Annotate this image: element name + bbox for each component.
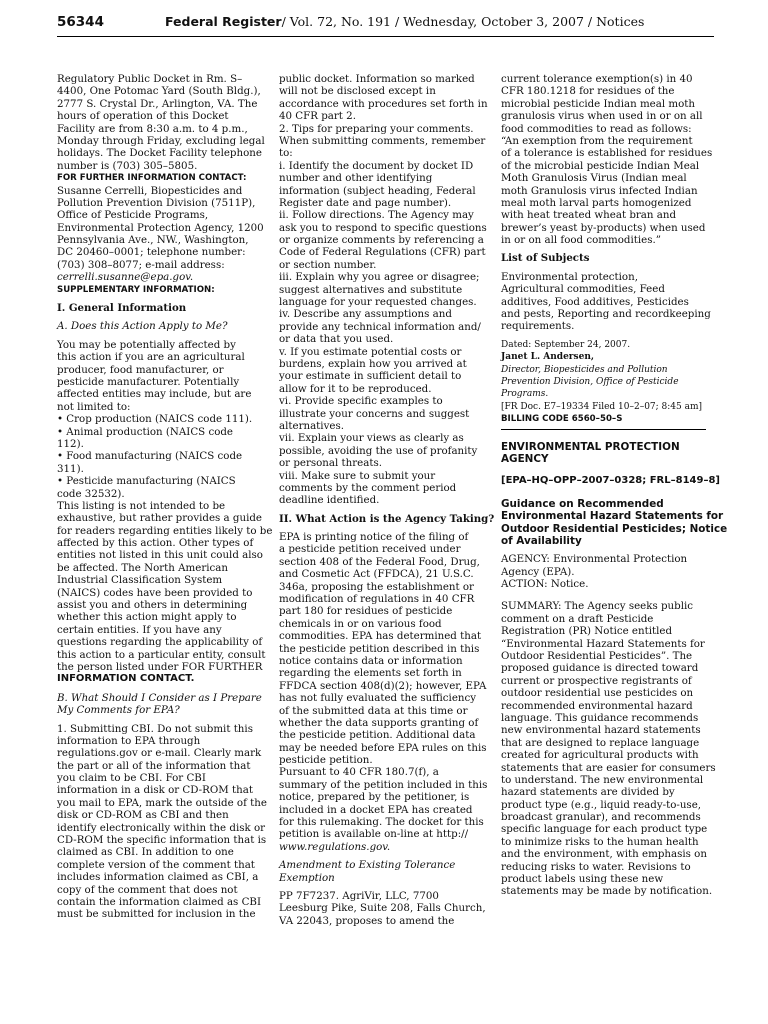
text-line: holidays. The Docket Facility telephone bbox=[57, 147, 262, 160]
text-line: exhaustive, but rather provides a guide bbox=[57, 512, 262, 525]
text-line: illustrate your concerns and suggest bbox=[279, 407, 470, 420]
text-line: You may be potentially affected by bbox=[57, 338, 236, 351]
text-line: statements may be made by notification. bbox=[501, 885, 713, 898]
text-line: vi. Provide specific examples to bbox=[279, 395, 443, 408]
text-line: cerrelli.susanne@epa.gov. bbox=[57, 271, 194, 284]
text-line: chemicals in or on various food bbox=[279, 617, 442, 630]
text-line: Environmental Protection Agency, 1200 bbox=[57, 221, 264, 234]
column-2 bbox=[279, 73, 495, 927]
text-line: suggest alternatives and substitute bbox=[279, 283, 463, 296]
text-line: DC 20460–0001; telephone number: bbox=[57, 246, 246, 259]
text-line: affected entities may include, but are bbox=[57, 388, 252, 401]
text-line: information to EPA through bbox=[57, 734, 201, 747]
text-line: specific language for each product type bbox=[501, 823, 708, 836]
text-line: and pests, Reporting and recordkeeping bbox=[501, 308, 711, 321]
text-line: or personal threats. bbox=[279, 457, 382, 470]
text-line: of a tolerance is established for residues bbox=[501, 147, 713, 160]
text-line: [EPA–HQ–OPP–2007–0328; FRL–8149–8] bbox=[501, 475, 720, 487]
text-line: to minimize risks to the human health bbox=[501, 835, 699, 848]
text-line: for this rulemaking. The docket for this bbox=[279, 816, 484, 829]
text-line: outdoor residential use pesticides on bbox=[501, 687, 694, 700]
text-line: www.regulations.gov. bbox=[279, 840, 391, 853]
text-line: 2. Tips for preparing your comments. bbox=[279, 122, 474, 135]
text-line: meal moth larval parts homogenized bbox=[501, 196, 692, 209]
column-3 bbox=[501, 73, 728, 898]
text-line: Office of Pesticide Programs, bbox=[57, 209, 209, 222]
text-line: Industrial Classification System bbox=[57, 574, 223, 587]
text-line: to understand. The new environmental bbox=[501, 773, 704, 786]
text-line: broadcast granular), and recommends bbox=[501, 811, 701, 824]
text-line: of Availability bbox=[501, 534, 582, 547]
text-line: created for agricultural products with bbox=[501, 749, 699, 762]
text-line: the part or all of the information that bbox=[57, 759, 251, 772]
text-line: number and other identifying bbox=[279, 172, 433, 185]
text-line: Environmental protection, bbox=[501, 270, 638, 283]
text-line: brewer’s yeast by-products) when used bbox=[501, 221, 706, 234]
text-line: must be submitted for inclusion in the bbox=[57, 908, 256, 921]
text-line: to: bbox=[279, 147, 293, 160]
text-line: statements that are easier for consumers bbox=[501, 761, 716, 774]
text-line: producer, food manufacturer, or bbox=[57, 363, 224, 376]
text-line: be affected. The North American bbox=[57, 561, 228, 574]
text-line: claimed as CBI. In addition to one bbox=[57, 846, 234, 859]
text-line: Agricultural commodities, Feed bbox=[501, 283, 665, 296]
text-line: “Environmental Hazard Statements for bbox=[501, 637, 705, 650]
text-line: FOR FURTHER INFORMATION CONTACT: bbox=[57, 173, 247, 184]
text-line: FFDCA section 408(d)(2); however, EPA bbox=[279, 679, 487, 692]
text-line: allow for it to be reproduced. bbox=[279, 382, 432, 395]
text-line: may be needed before EPA rules on this bbox=[279, 741, 487, 754]
text-line: complete version of the comment that bbox=[57, 858, 255, 871]
text-line: Code of Federal Regulations (CFR) part bbox=[279, 246, 486, 259]
text-line: for readers regarding entities likely to be bbox=[57, 524, 273, 537]
text-line: Register date and page number). bbox=[279, 196, 452, 209]
text-line: 4400, One Potomac Yard (South Bldg.), bbox=[57, 85, 261, 98]
text-line: burdens, explain how you arrived at bbox=[279, 357, 467, 370]
text-line: INFORMATION CONTACT. bbox=[57, 673, 195, 685]
text-line: vii. Explain your views as clearly as bbox=[279, 432, 464, 445]
text-line: I. General Information bbox=[57, 302, 187, 315]
text-line: you claim to be CBI. For CBI bbox=[57, 772, 206, 785]
text-line: SUPPLEMENTARY INFORMATION: bbox=[57, 284, 215, 295]
text-line: CFR 180.1218 for residues of the bbox=[501, 85, 675, 98]
text-line: Facility are from 8:30 a.m. to 4 p.m., bbox=[57, 122, 248, 135]
text-line: Director, Biopesticides and Pollution bbox=[501, 364, 668, 375]
text-line: B. What Should I Consider as I Prepare bbox=[57, 691, 262, 704]
text-line: (NAICS) codes have been provided to bbox=[57, 586, 253, 599]
text-line: new environmental hazard statements bbox=[501, 724, 701, 737]
column-1 bbox=[57, 73, 273, 921]
text-line: • Animal production (NAICS code bbox=[57, 425, 233, 438]
text-line: regulations.gov or e-mail. Clearly mark bbox=[57, 747, 262, 760]
text-line: language for your requested changes. bbox=[279, 296, 477, 309]
issue-info: / Vol. 72, No. 191 / Wednesday, October 3, 2007 / Notices bbox=[281, 14, 645, 29]
text-line: petition is available on-line at http:// bbox=[279, 828, 469, 841]
text-line: pesticide manufacturer. Potentially bbox=[57, 375, 240, 388]
text-line: assist you and others in determining bbox=[57, 599, 248, 612]
text-line: Exemption bbox=[279, 871, 335, 884]
text-line: pesticide petition. bbox=[279, 754, 373, 767]
text-line: Outdoor Residential Pesticides; Notice bbox=[501, 522, 728, 535]
text-line: Regulatory Public Docket in Rm. S– bbox=[57, 73, 243, 85]
text-line: information in a disk or CD-ROM that bbox=[57, 784, 253, 797]
text-line: 346a, proposing the establishment or bbox=[279, 580, 474, 593]
text-line: VA 22043, proposes to amend the bbox=[279, 914, 455, 927]
text-line: Outdoor Residential Pesticides”. The bbox=[501, 650, 693, 663]
text-line: • Crop production (NAICS code 111). bbox=[57, 413, 253, 426]
text-line: Prevention Division, Office of Pesticide bbox=[501, 376, 679, 387]
text-line: whether this action might apply to bbox=[57, 611, 237, 624]
text-line: number is (703) 305–5805. bbox=[57, 159, 198, 172]
text-line: possible, avoiding the use of profanity bbox=[279, 444, 478, 457]
text-line: • Pesticide manufacturing (NAICS bbox=[57, 475, 236, 488]
running-title bbox=[165, 14, 644, 29]
text-line: code 32532). bbox=[57, 487, 125, 500]
text-line: viii. Make sure to submit your bbox=[279, 469, 436, 482]
journal-name: Federal Register bbox=[165, 14, 282, 29]
text-line: granulosis virus when used in or on all bbox=[501, 110, 703, 123]
text-line: 1. Submitting CBI. Do not submit this bbox=[57, 722, 253, 735]
text-line: List of Subjects bbox=[501, 252, 590, 265]
text-line: has not fully evaluated the sufficiency bbox=[279, 692, 477, 705]
text-line: i. Identify the document by docket ID bbox=[279, 159, 474, 172]
text-line: 2777 S. Crystal Dr., Arlington, VA. The bbox=[57, 97, 258, 110]
text-line: you mail to EPA, mark the outside of the bbox=[57, 796, 267, 809]
text-line: CD-ROM the specific information that is bbox=[57, 834, 267, 847]
text-line: information (subject heading, Federal bbox=[279, 184, 476, 197]
text-line: [FR Doc. E7–19334 Filed 10–2–07; 8:45 am] bbox=[501, 401, 703, 412]
text-line: that are designed to replace language bbox=[501, 736, 700, 749]
text-line: contain the information claimed as CBI bbox=[57, 896, 261, 908]
header-rule bbox=[57, 36, 714, 37]
text-line: your estimate in sufficient detail to bbox=[279, 370, 462, 383]
text-line: with heat treated wheat bran and bbox=[501, 209, 677, 222]
spacer bbox=[501, 590, 706, 600]
text-line: additives, Food additives, Pesticides bbox=[501, 295, 689, 308]
text-line: entities not listed in this unit could also bbox=[57, 549, 263, 562]
text-line: Dated: September 24, 2007. bbox=[501, 339, 631, 350]
text-line: EPA is printing notice of the filing of bbox=[279, 531, 469, 544]
text-line: the person listed under FOR FURTHER bbox=[57, 660, 263, 673]
text-line: or organize comments by referencing a bbox=[279, 234, 484, 247]
text-line: • Food manufacturing (NAICS code bbox=[57, 450, 243, 463]
text-line: notice contains data or information bbox=[279, 654, 463, 667]
text-line: 112). bbox=[57, 437, 84, 450]
text-line: hazard statements are divided by bbox=[501, 786, 675, 799]
text-line: requirements. bbox=[501, 320, 575, 333]
text-line: provide any technical information and/ bbox=[279, 320, 481, 333]
text-line: A. Does this Action Apply to Me? bbox=[57, 320, 228, 333]
text-line: Registration (PR) Notice entitled bbox=[501, 625, 673, 638]
text-line: Pennsylvania Ave., NW., Washington, bbox=[57, 234, 249, 247]
text-line: a pesticide petition received under bbox=[279, 543, 461, 556]
text-line: this action if you are an agricultural bbox=[57, 351, 245, 364]
text-line: included in a docket EPA has created bbox=[279, 803, 473, 816]
text-line: Janet L. Andersen, bbox=[501, 352, 595, 363]
text-line: iii. Explain why you agree or disagree; bbox=[279, 271, 480, 284]
text-line: commodities. EPA has determined that bbox=[279, 630, 482, 643]
text-line: or section number. bbox=[279, 258, 377, 271]
text-line: ENVIRONMENTAL PROTECTION bbox=[501, 440, 680, 453]
text-line: part 180 for residues of pesticide bbox=[279, 605, 453, 618]
text-line: (703) 308–8077; e-mail address: bbox=[57, 258, 225, 271]
text-line: not limited to: bbox=[57, 400, 131, 413]
text-line: v. If you estimate potential costs or bbox=[279, 345, 462, 358]
text-line: Pollution Prevention Division (7511P), bbox=[57, 196, 256, 209]
text-line: identify electronically within the disk or bbox=[57, 821, 266, 834]
text-line: product type (e.g., liquid ready-to-use, bbox=[501, 798, 702, 811]
text-line: certain entities. If you have any bbox=[57, 623, 222, 636]
section-rule bbox=[501, 429, 706, 430]
text-line: language. This guidance recommends bbox=[501, 711, 699, 724]
text-line: includes information claimed as CBI, a bbox=[57, 871, 259, 884]
text-line: moth Granulosis virus infected Indian bbox=[501, 184, 698, 197]
text-line: 40 CFR part 2. bbox=[279, 110, 356, 123]
text-line: comment on a draft Pesticide bbox=[501, 612, 654, 625]
text-line: modification of regulations in 40 CFR bbox=[279, 593, 475, 606]
text-line: regarding the elements set forth in bbox=[279, 667, 462, 680]
text-line: and Cosmetic Act (FFDCA), 21 U.S.C. bbox=[279, 568, 474, 581]
text-line: microbial pesticide Indian meal moth bbox=[501, 97, 695, 110]
text-line: Susanne Cerrelli, Biopesticides and bbox=[57, 184, 243, 197]
text-line: recommended environmental hazard bbox=[501, 699, 693, 712]
text-line: ACTION: Notice. bbox=[501, 578, 589, 591]
text-line: This listing is not intended to be bbox=[57, 499, 226, 512]
text-line: hours of operation of this Docket bbox=[57, 110, 229, 123]
text-line: BILLING CODE 6560–50–S bbox=[501, 414, 623, 425]
spacer bbox=[501, 465, 706, 475]
text-line: notice, prepared by the petitioner, is bbox=[279, 791, 470, 804]
text-line: current tolerance exemption(s) in 40 bbox=[501, 73, 693, 85]
text-line: Agency (EPA). bbox=[501, 565, 575, 578]
text-line: questions regarding the applicability of bbox=[57, 636, 263, 649]
text-line: PP 7F7237. AgriVir, LLC, 7700 bbox=[279, 890, 439, 902]
text-line: or data that you used. bbox=[279, 333, 394, 346]
text-line: ii. Follow directions. The Agency may bbox=[279, 209, 474, 222]
text-line: comments by the comment period bbox=[279, 481, 457, 494]
text-line: in or on all food commodities.” bbox=[501, 234, 661, 247]
text-line: “An exemption from the requirement bbox=[501, 134, 693, 147]
text-line: My Comments for EPA? bbox=[57, 704, 180, 717]
text-line: iv. Describe any assumptions and bbox=[279, 308, 452, 321]
text-line: and the environment, with emphasis on bbox=[501, 848, 707, 861]
text-line: alternatives. bbox=[279, 419, 344, 432]
text-line: accordance with procedures set forth in bbox=[279, 97, 488, 110]
text-line: public docket. Information so marked bbox=[279, 73, 475, 85]
text-line: II. What Action is the Agency Taking? bbox=[279, 512, 495, 525]
text-line: whether the data supports granting of bbox=[279, 716, 479, 729]
page-number: 56344 bbox=[57, 14, 104, 30]
text-line: Programs. bbox=[501, 389, 549, 400]
text-line: of the submitted data at this time or bbox=[279, 704, 468, 717]
text-line: the pesticide petition described in this bbox=[279, 642, 480, 655]
page-header bbox=[57, 12, 714, 32]
text-line: of the microbial pesticide Indian Meal bbox=[501, 159, 700, 172]
spacer bbox=[501, 488, 706, 498]
text-line: summary of the petition included in this bbox=[279, 778, 488, 791]
text-line: proposed guidance is directed toward bbox=[501, 662, 699, 675]
text-line: the pesticide petition. Additional data bbox=[279, 729, 476, 742]
text-line: affected by this action. Other types of bbox=[57, 537, 254, 550]
text-line: When submitting comments, remember bbox=[279, 134, 486, 147]
text-line: Environmental Hazard Statements for bbox=[501, 510, 724, 523]
text-line: product labels using these new bbox=[501, 873, 664, 886]
text-line: this action to a particular entity, consult bbox=[57, 648, 266, 661]
text-line: Guidance on Recommended bbox=[501, 497, 664, 510]
text-line: SUMMARY: The Agency seeks public bbox=[501, 600, 693, 613]
text-line: Moth Granulosis Virus (Indian meal bbox=[501, 172, 687, 185]
text-line: reducing risks to water. Revisions to bbox=[501, 860, 691, 873]
text-line: 311). bbox=[57, 462, 84, 475]
text-line: copy of the comment that does not bbox=[57, 883, 238, 896]
text-line: AGENCY bbox=[501, 452, 549, 465]
text-line: Amendment to Existing Tolerance bbox=[279, 859, 456, 872]
text-line: deadline identified. bbox=[279, 494, 380, 507]
text-line: food commodities to read as follows: bbox=[501, 122, 692, 135]
text-line: current or prospective registrants of bbox=[501, 674, 692, 687]
text-line: Leesburg Pike, Suite 208, Falls Church, bbox=[279, 902, 486, 915]
text-line: Pursuant to 40 CFR 180.7(f), a bbox=[279, 766, 439, 779]
text-line: disk or CD-ROM as CBI and then bbox=[57, 809, 229, 822]
text-line: AGENCY: Environmental Protection bbox=[501, 553, 688, 566]
text-line: section 408 of the Federal Food, Drug, bbox=[279, 555, 480, 568]
text-line: Monday through Friday, excluding legal bbox=[57, 134, 265, 147]
text-line: will not be disclosed except in bbox=[279, 85, 436, 98]
text-line: ask you to respond to specific questions bbox=[279, 221, 487, 234]
